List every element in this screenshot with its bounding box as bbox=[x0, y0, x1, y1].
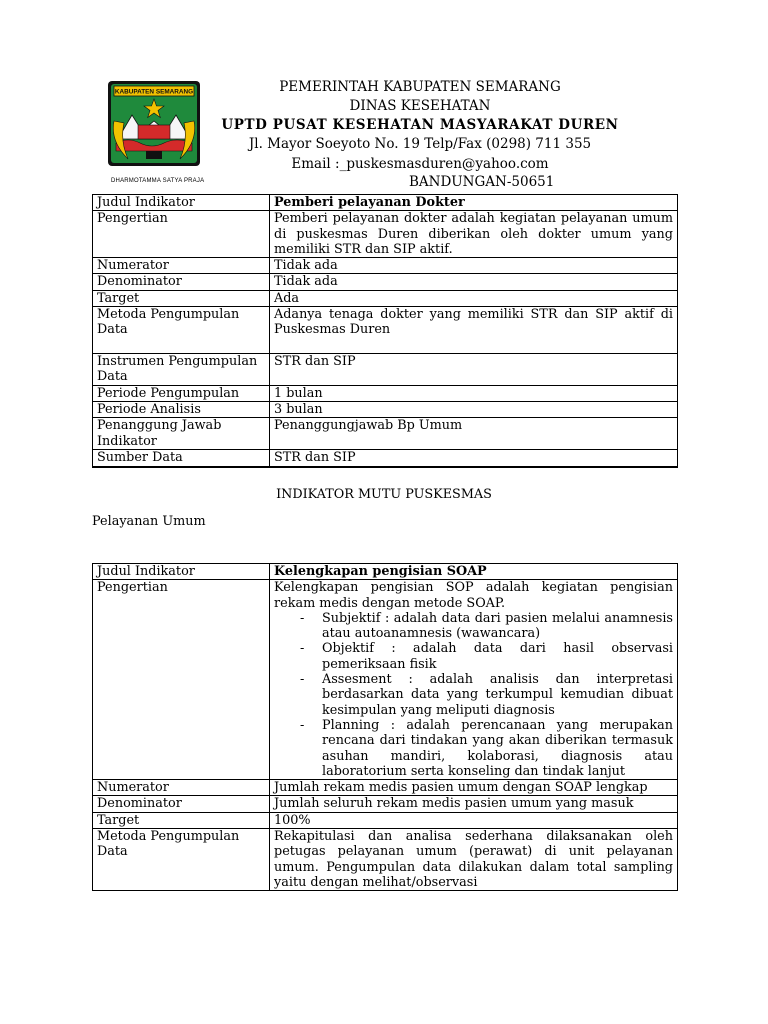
section-title: INDIKATOR MUTU PUSKESMAS bbox=[276, 487, 492, 502]
logo-caption: DHARMOTAMMA SATYA PRAJA bbox=[111, 178, 205, 184]
row-label: Metoda Pengumpulan Data bbox=[93, 829, 270, 891]
row-value: Jumlah seluruh rekam medis pasien umum yang masuk bbox=[270, 796, 678, 812]
table-row bbox=[93, 829, 678, 891]
row-label: Sumber Data bbox=[93, 450, 270, 467]
table-row bbox=[93, 274, 678, 290]
header-institution: UPTD PUSAT KESEHATAN MASYARAKAT DUREN bbox=[221, 117, 619, 133]
list-item: - Planning : adalah perencanaan yang merupakan rencana dari tindakan yang akan diberikan termasuk asuhan mandiri, kolaborasi, diagnosis atau laboratorium serta konseling dan tindak lanjut bbox=[322, 718, 673, 779]
row-label: Periode Pengumpulan bbox=[93, 385, 270, 401]
row-value: Penanggungjawab Bp Umum bbox=[270, 418, 678, 450]
header-government: PEMERINTAH KABUPATEN SEMARANG bbox=[279, 79, 561, 95]
header-city-postcode: BANDUNGAN-50651 bbox=[409, 174, 555, 190]
row-label: Pengertian bbox=[93, 580, 270, 780]
row-label: Numerator bbox=[93, 780, 270, 796]
row-value: Pemberi pelayanan dokter adalah kegiatan pelayanan umum di puskesmas Duren diberikan oleh dokter umum yang memiliki STR dan SIP aktif. bbox=[270, 211, 678, 258]
table-row bbox=[93, 258, 678, 274]
row-value bbox=[270, 580, 678, 780]
table-row bbox=[93, 580, 678, 780]
logo-base bbox=[146, 151, 162, 159]
list-item: - Objektif : adalah data dari hasil observasi pemeriksaan fisik bbox=[322, 641, 673, 672]
row-value: Tidak ada bbox=[270, 274, 678, 290]
row-value: Kelengkapan pengisian SOAP bbox=[270, 564, 678, 580]
row-label: Denominator bbox=[93, 796, 270, 812]
table-row bbox=[93, 564, 678, 580]
indicator-table-soap bbox=[92, 563, 678, 891]
table-row bbox=[93, 418, 678, 450]
row-value: Tidak ada bbox=[270, 258, 678, 274]
row-label: Periode Analisis bbox=[93, 401, 270, 417]
list-item: - Assesment : adalah analisis dan interpretasi berdasarkan data yang terkumpul kemudian dibuat kesimpulan yang meliputi diagnosis bbox=[322, 672, 673, 718]
row-label: Judul Indikator bbox=[93, 195, 270, 211]
row-value: 3 bulan bbox=[270, 401, 678, 417]
list-item: - Subjektif : adalah data dari pasien melalui anamnesis atau autoanamnesis (wawancara) bbox=[322, 611, 673, 642]
row-value: Pemberi pelayanan Dokter bbox=[270, 195, 678, 211]
table-row bbox=[93, 211, 678, 258]
pengertian-intro: Kelengkapan pengisian SOP adalah kegiatan pengisian rekam medis dengan metode SOAP. bbox=[274, 580, 673, 611]
row-value: Ada bbox=[270, 290, 678, 306]
row-value: 100% bbox=[270, 812, 678, 828]
table-row bbox=[93, 354, 678, 386]
table-row bbox=[93, 401, 678, 417]
row-label: Numerator bbox=[93, 258, 270, 274]
row-value: STR dan SIP bbox=[270, 450, 678, 467]
row-label: Target bbox=[93, 290, 270, 306]
header-address: Jl. Mayor Soeyoto No. 19 Telp/Fax (0298) 711 355 bbox=[248, 136, 592, 152]
service-section-label: Pelayanan Umum bbox=[92, 514, 206, 529]
table-row bbox=[93, 450, 678, 467]
soap-list bbox=[274, 611, 673, 779]
table-row bbox=[93, 780, 678, 796]
table-row bbox=[93, 195, 678, 211]
header-department: DINAS KESEHATAN bbox=[349, 98, 491, 114]
table-row bbox=[93, 307, 678, 354]
row-value: Jumlah rekam medis pasien umum dengan SOAP lengkap bbox=[270, 780, 678, 796]
kabupaten-semarang-logo bbox=[108, 81, 200, 166]
row-value: Rekapitulasi dan analisa sederhana dilaksanakan oleh petugas pelayanan umum (perawat) di unit pelayanan umum. Pengumpulan data dilakukan dalam total sampling yaitu dengan melihat/observasi bbox=[270, 829, 678, 891]
row-label: Judul Indikator bbox=[93, 564, 270, 580]
header-email: Email :_puskesmasduren@yahoo.com bbox=[291, 156, 549, 172]
row-label: Denominator bbox=[93, 274, 270, 290]
table-row bbox=[93, 796, 678, 812]
row-value: 1 bulan bbox=[270, 385, 678, 401]
row-label: Target bbox=[93, 812, 270, 828]
row-label: Instrumen Pengumpulan Data bbox=[93, 354, 270, 386]
logo-banner-text: KABUPATEN SEMARANG bbox=[114, 88, 194, 96]
row-value: STR dan SIP bbox=[270, 354, 678, 386]
row-label: Pengertian bbox=[93, 211, 270, 258]
row-value: Adanya tenaga dokter yang memiliki STR dan SIP aktif di Puskesmas Duren bbox=[270, 307, 678, 354]
row-label: Penanggung Jawab Indikator bbox=[93, 418, 270, 450]
indicator-table-doctor bbox=[92, 194, 678, 468]
row-label: Metoda Pengumpulan Data bbox=[93, 307, 270, 354]
logo-wall bbox=[138, 125, 170, 139]
table-row bbox=[93, 812, 678, 828]
table-row bbox=[93, 290, 678, 306]
table-row bbox=[93, 385, 678, 401]
